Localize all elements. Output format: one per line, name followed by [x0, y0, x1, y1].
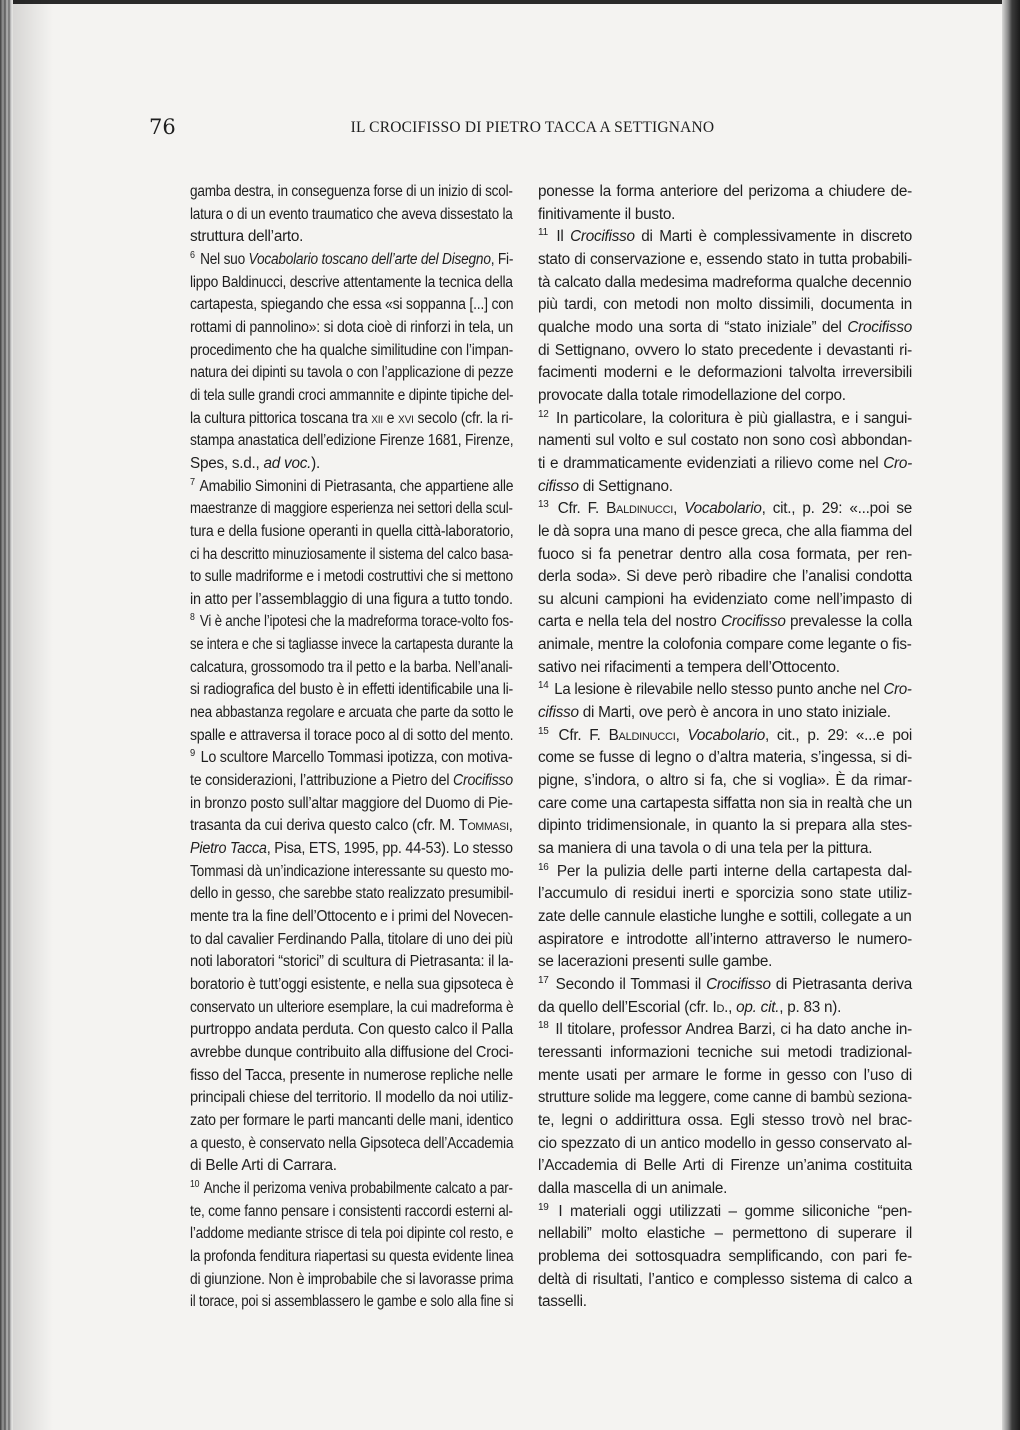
footnote-number: 17 — [538, 974, 549, 986]
text-line: Spes, s.d., ad voc.). — [190, 454, 320, 472]
small-caps-text: xii — [371, 409, 383, 427]
italic-text: ad voc. — [263, 454, 312, 472]
text-line: $^{13}$ Cfr. F. Baldinucci, Vocabolario, cit., p. 29: «...poi se — [538, 499, 913, 518]
text-line: pigne, s’indora, o altro si fa, che si voglia». È da rimar- — [538, 772, 912, 790]
small-caps-text: Tommasi — [458, 817, 509, 835]
text-line: rottami di pannolino»: si dota cioè di rinforzi in tela, un — [190, 318, 514, 336]
text-line: se lacerazioni presenti sulle gambe. — [538, 953, 773, 971]
italic-text: op. cit. — [736, 998, 780, 1016]
text-line: carta e nella tela del nostro Crocifisso prevalesse la colla — [538, 613, 912, 631]
text-line: care come una cartapesta siffatta non sia in realtà che un — [538, 794, 912, 812]
italic-text: Cro- — [883, 454, 912, 472]
italic-text: Crocifisso — [720, 613, 786, 631]
text-line: più tardi, con metodi non molto dissimili, documenta in — [538, 296, 912, 314]
text-line: le dà sopra una mano di pesce greca, che alla fiamma del — [538, 522, 912, 540]
italic-text: Crocifisso — [570, 228, 635, 246]
text-line: finitivamente il busto. — [538, 205, 676, 223]
italic-text: Crocifisso — [452, 772, 513, 790]
footnote-number: 15 — [538, 725, 549, 737]
small-caps-text: Baldinucci — [606, 500, 674, 518]
text-line: sa maniera di una tavola o di una tela per la pittura. — [538, 840, 873, 858]
italic-text: Vocabolario toscano dell’arte del Disegno — [248, 250, 491, 268]
text-line: cartapesta, spiegando che essa «si soppanna [...] con — [190, 296, 514, 314]
book-binding-edge — [0, 0, 13, 1430]
text-column-left — [190, 181, 513, 1314]
text-line: la profonda fenditura riapertasi su questa evidente linea — [190, 1247, 514, 1265]
text-line: il torace, poi si assemblassero le gambe e solo alla fine si — [190, 1293, 514, 1311]
text-line: Pietro Tacca, Pisa, ETS, 1995, pp. 44-53). Lo stesso — [190, 840, 513, 858]
text-line: animale, mentre la colofonia compare come legante o fis- — [538, 636, 912, 654]
text-line: gamba destra, in conseguenza forse di un inizio di scol- — [190, 183, 513, 200]
text-line: l’accumulo di residui inerti e sporcizia sono state utiliz- — [538, 885, 912, 903]
text-line: cifisso di Marti, ove però è ancora in uno stato iniziale. — [538, 704, 891, 722]
text-line: stato di conservazione e, essendo stato in tutta probabili- — [538, 250, 912, 268]
text-line: te, come fanno pensare i consistenti raccordi esterni al- — [190, 1202, 513, 1220]
text-line: in atto per l’assemblaggio di una figura a tutto tondo. — [190, 590, 513, 608]
gutter-shadow — [13, 0, 53, 1430]
text-line: $^{16}$ Per la pulizia delle parti interne della cartapesta dal- — [538, 861, 912, 880]
text-line: mente tra la fine dell’Ottocento e i primi del Novecen- — [190, 908, 513, 925]
text-line: sativo nei rifacimenti a tempera dell’Ottocento. — [538, 658, 840, 676]
small-caps-text: Id. — [712, 998, 729, 1016]
italic-text: cifisso — [538, 477, 579, 495]
text-line: derla soda». Si deve però ribadire che l’analisi condotta — [538, 568, 912, 586]
text-line: $^9$ Lo scultore Marcello Tommasi ipotizza, con motiva- — [190, 748, 513, 767]
text-line: di giunzione. Non è improbabile che si lavorasse prima — [190, 1270, 514, 1288]
text-line: spalle e attraversa il torace poco al di sotto del mento. — [190, 726, 514, 744]
footnote-number: 6 — [190, 249, 195, 261]
text-line: nellabili” molto elastiche – permettono di superare il — [538, 1225, 912, 1243]
text-line: $^7$ Amabilio Simonini di Pietrasanta, che appartiene alle — [190, 476, 514, 495]
text-line: aspiratore e introdotte all’interno attraverso le numero- — [538, 930, 912, 948]
text-line: ti e drammaticamente evidenziati a rilievo come nel Cro- — [538, 454, 912, 472]
text-line: te, legni o addirittura ossa. Egli stesso trovò nel brac- — [538, 1111, 912, 1129]
text-line: mente usati per armare le forme in gesso con l’uso di — [538, 1066, 912, 1084]
text-line: tà calcato dalla medesima madreforma qualche decennio — [538, 273, 912, 291]
footnote-number: 16 — [538, 861, 549, 873]
text-line: $^6$ Nel suo Vocabolario toscano dell’arte del Disegno, Fi- — [190, 249, 514, 268]
text-line: tura e della fusione operanti in quella città-laboratorio, — [190, 522, 514, 540]
text-line: to dal cavalier Ferdinando Palla, titolare di uno dei più — [190, 930, 513, 948]
text-line: fuoco si fa penetrar dentro alla cosa formata, per ren- — [538, 545, 912, 563]
text-line: $^{12}$ In particolare, la coloritura è più giallastra, e i sangui- — [538, 408, 912, 427]
text-line: deltà di risultati, l’antico e complesso sistema di calco a — [538, 1270, 912, 1288]
text-line: natura dei dipinti su tavola o con l’applicazione di pezze — [190, 364, 514, 382]
text-line: tasselli. — [538, 1293, 587, 1311]
text-column-right — [538, 181, 912, 1314]
small-caps-text: xvi — [398, 409, 414, 427]
text-line: come se fusse di legno o d’altra materia, s’ingessa, si di- — [538, 749, 912, 767]
text-line: principali chiese del territorio. Il modello da noi utiliz- — [190, 1089, 513, 1107]
text-line: di Settignano, ovvero lo stato precedente i devastanti ri- — [538, 341, 912, 359]
italic-text: Cro- — [883, 681, 912, 699]
text-line: $^{10}$ Anche il perizoma veniva probabilmente calcato a par- — [190, 1178, 513, 1197]
text-line: avrebbe dunque contribuito alla diffusione del Croci- — [190, 1043, 514, 1061]
footnote-number: 8 — [190, 612, 195, 624]
footnote-number: 12 — [538, 408, 549, 420]
footnote-number: 7 — [190, 476, 195, 488]
text-line: Tommasi dà un’indicazione interessante su questo mo- — [190, 862, 514, 880]
text-line: $^{15}$ Cfr. F. Baldinucci, Vocabolario, cit., p. 29: «...e poi — [538, 725, 913, 744]
text-line: lippo Baldinucci, descrive attentamente la tecnica della — [190, 273, 513, 291]
text-line: trasanta da cui deriva questo calco (cfr. M. Tommasi, — [190, 817, 513, 835]
text-line: purtroppo andata perduta. Con questo calco il Palla — [190, 1021, 513, 1039]
footnote-number: 11 — [538, 227, 548, 239]
text-line: dello in gesso, che sarebbe stato realizzato presumibil- — [190, 885, 514, 903]
text-line: $^{18}$ Il titolare, professor Andrea Barzi, ci ha dato anche in- — [538, 1020, 912, 1039]
text-line: problema dei sottosquadra semplificando, con pari fe- — [538, 1247, 912, 1265]
text-line: cifisso di Settignano. — [538, 477, 673, 495]
text-line: ponesse la forma anteriore del perizoma a chiudere de- — [538, 183, 912, 200]
italic-text: Pietro Tacca — [190, 840, 267, 858]
text-line: conservato un ulteriore esemplare, la cui madreforma è — [190, 998, 514, 1016]
text-line: l’addome mediante strisce di tela poi dipinte col resto, e — [190, 1225, 514, 1243]
text-line: a questo, è conservato nella Gipsoteca dell’Accademia — [190, 1134, 514, 1152]
footnote-number: 18 — [538, 1020, 549, 1032]
italic-text: cifisso — [538, 704, 579, 722]
text-line: nea abbastanza regolare e arcuata che parte da sotto le — [190, 704, 514, 722]
text-line: namenti sul volto e sul costato non sono così abbondan- — [538, 432, 912, 450]
text-line: procedimento che ha qualche similitudine con l’impan- — [190, 341, 514, 359]
text-line: noti laboratori “storici” di scultura di Pietrasanta: il la- — [190, 953, 514, 971]
text-line: $^{14}$ La lesione è rilevabile nello stesso punto anche nel Cro- — [538, 680, 912, 699]
text-line: l’Accademia di Belle Arti di Firenze un’anima costituita — [538, 1157, 912, 1175]
footnote-number: 19 — [538, 1201, 549, 1213]
text-line: fisso del Tacca, presente in numerose repliche nelle — [190, 1066, 513, 1084]
page-right-edge — [1002, 0, 1020, 1430]
text-line: boratorio è tutt’oggi esistente, e nella sua gipsoteca è — [190, 975, 514, 993]
text-line: di Belle Arti di Carrara. — [190, 1157, 337, 1175]
text-line: te considerazioni, l’attribuzione a Pietro del Crocifisso — [190, 772, 513, 790]
italic-text: Crocifisso — [847, 318, 912, 336]
text-line: dipinto tridimensionale, in quanto la si prepara alla stes- — [538, 817, 912, 835]
text-line: in bronzo posto sull’altar maggiore del Duomo di Pie- — [190, 794, 513, 812]
italic-text: Crocifisso — [706, 975, 771, 993]
text-line: strutture solide ma leggere, come canne di bambù seziona- — [538, 1089, 912, 1107]
text-line: calcatura, grossomodo tra il petto e la barba. Nell’anali- — [190, 658, 513, 676]
text-line: ci ha descritto minuziosamente il sistema del calco basa- — [190, 545, 513, 563]
text-line: provocate dalla totale rimodellazione del corpo. — [538, 386, 846, 404]
text-line: maestranze di maggiore esperienza nei settori della scul- — [190, 500, 513, 518]
running-title: IL CROCIFISSO DI PIETRO TACCA A SETTIGNANO — [350, 119, 715, 136]
italic-text: Vocabolario — [687, 726, 765, 744]
text-line: latura o di un evento traumatico che aveva dissestato la — [190, 205, 513, 223]
footnote-number: 13 — [538, 499, 549, 511]
text-line: cio spezzato di un antico modello in gesso conservato al- — [538, 1134, 912, 1152]
footnote-number: 9 — [190, 748, 195, 760]
text-line: dalla mascella di un animale. — [538, 1179, 728, 1197]
text-line: stampa anastatica dell’edizione Firenze 1681, Firenze, — [190, 432, 514, 450]
text-line: su alcuni campioni ha evidenziato come nell’impasto di — [538, 590, 912, 608]
text-line: se intera e che si tagliasse invece la cartapesta durante la — [190, 636, 513, 654]
page-number: 76 — [149, 115, 176, 139]
text-line: zato per formare le parti mancanti delle mani, identico — [190, 1111, 514, 1129]
footnote-number: 10 — [190, 1178, 200, 1190]
text-line: qualche modo una sorta di “stato iniziale” del Crocifisso — [538, 318, 912, 336]
text-line: si radiografica del busto è in effetti identificabile una li- — [190, 681, 513, 699]
text-line: $^{19}$ I materiali oggi utilizzati – gomme siliconiche “pen- — [538, 1201, 912, 1220]
text-line: $^{17}$ Secondo il Tommasi il Crocifisso di Pietrasanta deriva — [538, 974, 912, 993]
footnote-number: 14 — [538, 680, 549, 692]
text-line: la cultura pittorica toscana tra xii e xvi secolo (cfr. la ri- — [190, 409, 513, 427]
italic-text: Vocabolario — [684, 500, 762, 518]
text-line: zate delle cannule elastiche lunghe e sottili, collegate a un — [538, 908, 912, 925]
text-line: da quello dell’Escorial (cfr. Id., op. cit., p. 83 n). — [538, 998, 842, 1016]
text-line: teressanti informazioni tecniche sui metodi tradizional- — [538, 1043, 912, 1061]
text-line: facimenti moderni e le deformazioni talvolta irreversibili — [538, 364, 912, 382]
text-line: to sulle madriforme e i metodi costruttivi che si mettono — [190, 568, 513, 586]
text-line: di tela sulle grandi croci ammannite e dipinte tipiche del- — [190, 386, 514, 404]
small-caps-text: Baldinucci — [608, 726, 676, 744]
page-top-edge — [0, 0, 1020, 4]
text-line: $^8$ Vi è anche l’ipotesi che la madreforma torace-volto fos- — [190, 612, 514, 631]
text-line: $^{11}$ Il Crocifisso di Marti è complessivamente in discreto — [538, 227, 912, 246]
text-line: struttura dell’arto. — [190, 228, 304, 246]
